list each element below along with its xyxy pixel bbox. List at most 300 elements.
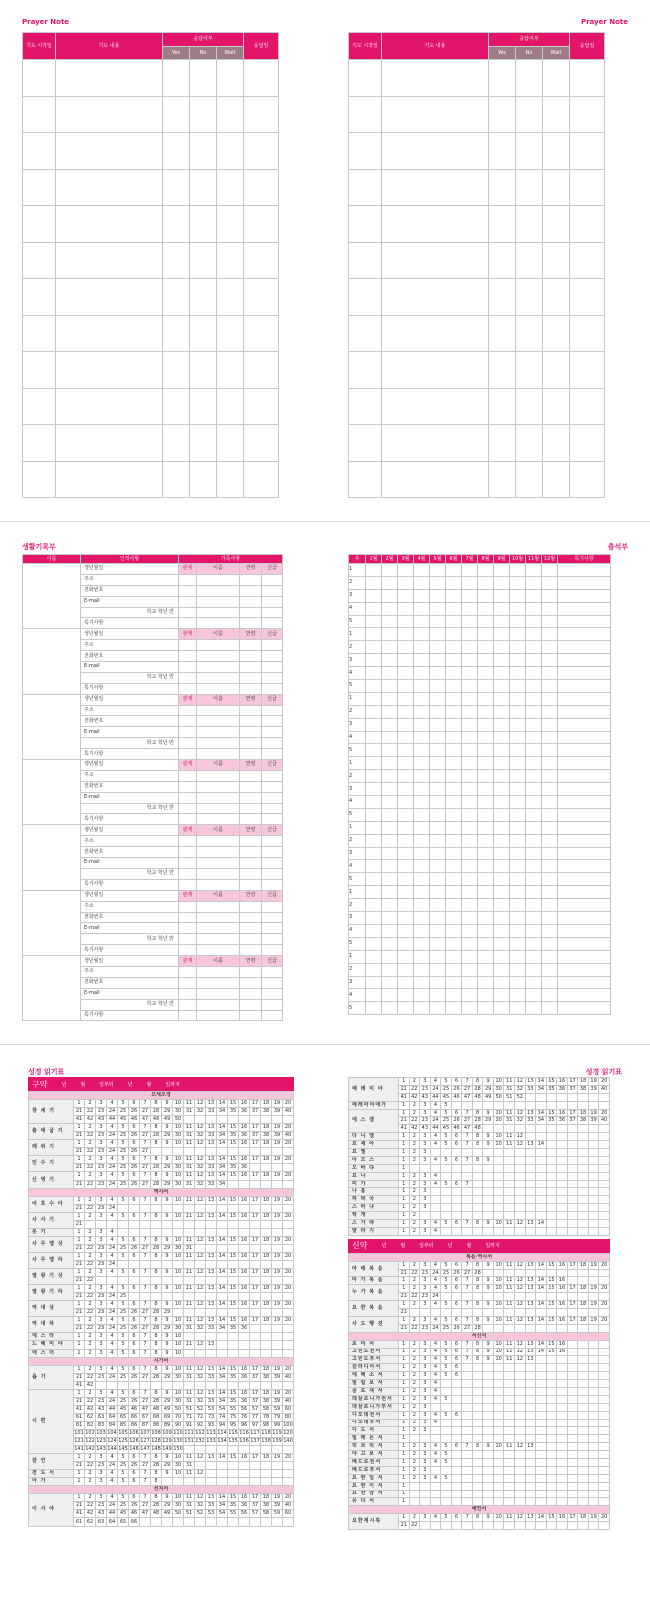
chapter-cell <box>515 1204 526 1212</box>
attendance-cell <box>446 1002 462 1015</box>
chapter-cell <box>536 1204 547 1212</box>
chapter-cell: 35 <box>228 1164 239 1172</box>
chapter-cell: 41 <box>399 1125 410 1133</box>
chapter-cell: 18 <box>578 1078 589 1086</box>
prayer-entry-cell <box>163 352 190 389</box>
attendance-cell <box>414 770 430 783</box>
week-number: 1 <box>349 757 366 770</box>
chapter-cell: 10 <box>173 1333 184 1341</box>
chapter-cell: 125 <box>118 1438 128 1445</box>
prayer-entry-row <box>349 315 605 352</box>
attendance-cell <box>494 808 510 821</box>
chapter-cell: 18 <box>578 1316 589 1324</box>
chapter-cell <box>546 1443 557 1451</box>
chapter-cell <box>451 1395 462 1403</box>
chapter-cell: 20 <box>283 1140 294 1148</box>
chapter-cell <box>250 1462 261 1470</box>
chapter-cell: 8 <box>151 1236 162 1244</box>
chapter-cell <box>588 1458 599 1466</box>
attendance-cell <box>462 873 478 886</box>
family-col-1: 이름 <box>197 760 240 771</box>
chapter-cell <box>588 1180 599 1188</box>
chapter-cell: 4 <box>430 1419 441 1427</box>
attendance-cell <box>542 808 558 821</box>
chapter-cell: 25 <box>118 1108 129 1116</box>
attendance-cell <box>382 821 398 834</box>
chapter-cell: 9 <box>483 1443 494 1451</box>
chapter-cell: 150 <box>173 1446 183 1453</box>
attendance-cell <box>542 886 558 899</box>
chapter-cell: 10 <box>173 1317 184 1325</box>
chapter-cell <box>217 1309 228 1317</box>
chapter-cell <box>451 1427 462 1435</box>
chapter-cell <box>493 1498 504 1506</box>
month-6-header: 6월 <box>446 555 462 564</box>
chapter-cell <box>515 1395 526 1403</box>
week-number: 1 <box>349 886 366 899</box>
chapter-cell: 40 <box>283 1132 294 1140</box>
chapter-cell: 1 <box>399 1261 410 1269</box>
chapter-cell <box>536 1149 547 1157</box>
prayer-entry-cell <box>190 133 217 170</box>
bible-book-row <box>349 1316 610 1324</box>
chapter-cell: 7 <box>462 1109 473 1117</box>
chapter-cell: 3 <box>96 1365 107 1373</box>
chapter-cell: 149 <box>162 1446 172 1453</box>
attendance-row <box>349 873 611 886</box>
chapter-cell: 16 <box>557 1109 568 1117</box>
chapter-cell: 1 <box>399 1443 410 1451</box>
chapter-cell: 9 <box>162 1317 173 1325</box>
bible-book-row <box>349 1133 610 1141</box>
chapter-cell: 33 <box>206 1180 217 1188</box>
chapter-cell: 4 <box>430 1340 441 1348</box>
attendance-cell <box>558 615 611 628</box>
chapter-cell <box>441 1419 452 1427</box>
chapter-cell: 28 <box>151 1462 162 1470</box>
family-col-0: 관계 <box>179 956 197 967</box>
chapter-cell <box>557 1269 568 1277</box>
chapter-cell: 18 <box>261 1317 272 1325</box>
chapter-cell <box>217 1244 228 1252</box>
chapter-cell <box>272 1446 283 1454</box>
chapter-cell: 1 <box>399 1078 410 1086</box>
chapter-cell: 57 <box>250 1510 261 1518</box>
chapter-cell: 6 <box>451 1277 462 1285</box>
chapter-cell: 5 <box>118 1124 129 1132</box>
chapter-cell <box>283 1462 294 1470</box>
chapter-cell: 16 <box>557 1514 568 1522</box>
chapter-cell <box>483 1458 494 1466</box>
chapter-cell <box>493 1458 504 1466</box>
chapter-cell <box>557 1125 568 1133</box>
chapter-cell: 31 <box>184 1397 195 1405</box>
chapter-cell: 2 <box>409 1172 420 1180</box>
chapter-cell: 70 <box>173 1413 184 1421</box>
chapter-cell: 2 <box>85 1317 96 1325</box>
chapter-cell <box>525 1490 536 1498</box>
chapter-cell <box>430 1164 441 1172</box>
chapter-cell <box>462 1411 473 1419</box>
personal-field: E-mail <box>81 923 179 934</box>
family-cell <box>179 923 197 934</box>
chapter-cell: 16 <box>239 1172 250 1180</box>
chapter-cell <box>462 1172 473 1180</box>
chapter-cell: 9 <box>162 1156 173 1164</box>
personal-field: 전화번호 <box>81 912 179 923</box>
attendance-cell <box>510 912 526 925</box>
chapter-cell <box>420 1435 431 1443</box>
attendance-cell <box>510 860 526 873</box>
attendance-cell <box>478 937 494 950</box>
chapter-cell: 3 <box>420 1387 431 1395</box>
chapter-cell: 4 <box>430 1380 441 1388</box>
chapter-cell: 59 <box>272 1510 283 1518</box>
chapter-cell: 31 <box>184 1180 195 1188</box>
chapter-cell: 22 <box>409 1117 420 1125</box>
chapter-cell: 4 <box>430 1180 441 1188</box>
chapter-cell <box>493 1380 504 1388</box>
chapter-cell <box>599 1435 610 1443</box>
chapter-cell: 24 <box>107 1148 118 1156</box>
attendance-cell <box>494 705 510 718</box>
month-9-header: 9월 <box>494 555 510 564</box>
chapter-cell: 10 <box>493 1514 504 1522</box>
family-cell <box>262 792 283 803</box>
chapter-cell: 11 <box>504 1078 515 1086</box>
attendance-cell <box>510 937 526 950</box>
chapter-cell: 13 <box>206 1341 217 1349</box>
chapter-cell: 13 <box>525 1078 536 1086</box>
bible-section-title: 선지서 <box>29 1486 294 1494</box>
bible-book-row <box>349 1285 610 1293</box>
chapter-cell: 3 <box>420 1204 431 1212</box>
week-number: 4 <box>349 667 366 680</box>
attendance-cell <box>446 937 462 950</box>
attendance-cell <box>558 718 611 731</box>
prayer-entry-row <box>23 242 279 279</box>
bible-book-row <box>29 1478 294 1486</box>
chapter-cell <box>515 1411 526 1419</box>
attendance-cell <box>462 692 478 705</box>
prayer-entry-cell <box>516 425 543 462</box>
prayer-entry-cell <box>190 279 217 316</box>
attendance-cell <box>462 886 478 899</box>
chapter-cell: 43 <box>420 1093 431 1101</box>
chapter-cell <box>578 1380 589 1388</box>
chapter-cell: 13 <box>206 1317 217 1325</box>
attendance-cell <box>382 808 398 821</box>
chapter-cell <box>184 1220 195 1228</box>
chapter-cell <box>546 1196 557 1204</box>
chapter-cell <box>493 1309 504 1317</box>
chapter-cell <box>536 1093 547 1101</box>
chapter-cell <box>206 1204 217 1212</box>
chapter-cell <box>472 1419 483 1427</box>
chapter-cell <box>250 1333 261 1341</box>
chapter-cell <box>588 1372 599 1380</box>
chapter-cell <box>493 1490 504 1498</box>
chapter-cell <box>578 1356 589 1364</box>
chapter-cell <box>599 1204 610 1212</box>
chapter-cell <box>472 1451 483 1459</box>
chapter-cell: 4 <box>107 1212 118 1220</box>
chapter-cell: 30 <box>173 1462 184 1470</box>
prayer-entry-cell <box>349 242 382 279</box>
chapter-cell: 115 <box>228 1429 238 1436</box>
prayer-entry-row <box>23 461 279 498</box>
chapter-cell <box>504 1411 515 1419</box>
attendance-cell <box>398 821 414 834</box>
chapter-cell: 20 <box>283 1212 294 1220</box>
attendance-cell <box>542 680 558 693</box>
family-cell <box>262 585 283 596</box>
chapter-cell <box>536 1387 547 1395</box>
prayer-entry-cell <box>163 133 190 170</box>
family-cell <box>240 770 262 781</box>
attendance-cell <box>446 564 462 577</box>
chapter-cell: 12 <box>195 1285 206 1293</box>
school-cell: 학교 학년 반 <box>81 803 179 814</box>
bible-book-name: 사 무 엘 하 <box>29 1252 74 1268</box>
chapter-cell <box>483 1435 494 1443</box>
chapter-cell: 36 <box>239 1373 250 1381</box>
prayer-entry-cell <box>217 388 244 425</box>
chapter-cell: 27 <box>140 1180 151 1188</box>
chapter-cell <box>557 1141 568 1149</box>
attendance-cell <box>382 615 398 628</box>
chapter-cell <box>217 1116 228 1124</box>
chapter-cell: 89 <box>162 1421 173 1429</box>
chapter-cell: 2 <box>409 1411 420 1419</box>
chapter-cell <box>272 1228 283 1236</box>
family-cell <box>197 738 240 749</box>
chapter-cell: 2 <box>85 1389 96 1397</box>
prayer-entry-cell <box>23 425 56 462</box>
chapter-cell: 1 <box>399 1164 410 1172</box>
date-field: 년 <box>381 1243 387 1250</box>
chapter-cell: 8 <box>151 1365 162 1373</box>
chapter-cell: 39 <box>272 1132 283 1140</box>
prayer-entry-cell <box>382 315 489 352</box>
chapter-cell <box>567 1277 578 1285</box>
chapter-cell: 1 <box>74 1389 85 1397</box>
chapter-cell: 3 <box>96 1494 107 1502</box>
chapter-cell: 3 <box>420 1348 431 1356</box>
chapter-cell: 34 <box>217 1502 228 1510</box>
chapter-cell <box>599 1277 610 1285</box>
attendance-cell <box>478 718 494 731</box>
chapter-cell <box>557 1387 568 1395</box>
chapter-cell <box>599 1093 610 1101</box>
attendance-cell <box>398 899 414 912</box>
chapter-cell: 8 <box>472 1514 483 1522</box>
prayer-entry-cell <box>163 169 190 206</box>
chapter-cell: 5 <box>118 1172 129 1180</box>
family-col-2: 연령 <box>240 694 262 705</box>
chapter-cell <box>483 1149 494 1157</box>
attendance-cell <box>366 718 382 731</box>
chapter-cell: 6 <box>451 1364 462 1372</box>
chapter-cell: 4 <box>430 1372 441 1380</box>
chapter-cell <box>483 1293 494 1301</box>
chapter-cell: 5 <box>441 1364 452 1372</box>
attendance-row <box>349 783 611 796</box>
chapter-cell: 6 <box>129 1285 140 1293</box>
chapter-cell: 20 <box>283 1100 294 1108</box>
chapter-cell <box>409 1164 420 1172</box>
chapter-cell <box>250 1470 261 1478</box>
chapter-cell <box>228 1180 239 1188</box>
attendance-cell <box>382 937 398 950</box>
attendance-cell <box>366 615 382 628</box>
attendance-cell <box>542 937 558 950</box>
chapter-cell: 19 <box>588 1109 599 1117</box>
family-cell <box>262 770 283 781</box>
chapter-cell: 37 <box>250 1397 261 1405</box>
option-no: No <box>190 47 217 60</box>
chapter-cell: 46 <box>451 1093 462 1101</box>
bible-book-row <box>349 1188 610 1196</box>
chapter-cell: 30 <box>173 1132 184 1140</box>
chapter-cell: 10 <box>173 1365 184 1373</box>
chapter-cell <box>261 1116 272 1124</box>
chapter-cell <box>272 1325 283 1333</box>
chapter-cell: 12 <box>515 1133 526 1141</box>
chapter-cell: 26 <box>129 1502 140 1510</box>
chapter-cell <box>536 1172 547 1180</box>
attendance-cell <box>558 808 611 821</box>
chapter-cell: 10 <box>173 1156 184 1164</box>
family-cell <box>240 651 262 662</box>
prayer-entry-cell <box>516 60 543 97</box>
attendance-cell <box>478 654 494 667</box>
chapter-cell <box>515 1419 526 1427</box>
chapter-cell: 4 <box>430 1458 441 1466</box>
chapter-cell: 5 <box>441 1451 452 1459</box>
chapter-cell <box>162 1293 173 1301</box>
chapter-cell: 12 <box>515 1109 526 1117</box>
chapter-cell <box>599 1490 610 1498</box>
chapter-cell <box>515 1403 526 1411</box>
chapter-cell: 1 <box>399 1133 410 1141</box>
chapter-cell: 4 <box>107 1333 118 1341</box>
chapter-cell: 9 <box>483 1356 494 1364</box>
chapter-cell: 34 <box>217 1164 228 1172</box>
chapter-cell <box>525 1324 536 1332</box>
prayer-entry-cell <box>516 242 543 279</box>
chapter-cell <box>272 1470 283 1478</box>
chapter-cell: 111 <box>184 1429 194 1436</box>
chapter-cell <box>578 1443 589 1451</box>
chapter-cell <box>567 1348 578 1356</box>
attendance-cell <box>366 641 382 654</box>
chapter-cell <box>504 1474 515 1482</box>
attendance-row <box>349 757 611 770</box>
attendance-cell <box>462 757 478 770</box>
chapter-cell <box>515 1364 526 1372</box>
attendance-cell <box>510 886 526 899</box>
chapter-cell: 4 <box>430 1364 441 1372</box>
chapter-cell: 15 <box>546 1261 557 1269</box>
chapter-cell: 7 <box>140 1212 151 1220</box>
family-table <box>22 554 283 1021</box>
week-number: 5 <box>349 937 366 950</box>
chapter-cell <box>546 1172 557 1180</box>
prayer-entry-cell <box>516 461 543 498</box>
chapter-cell: 4 <box>430 1474 441 1482</box>
chapter-cell <box>599 1180 610 1188</box>
attendance-cell <box>382 963 398 976</box>
chapter-cell <box>483 1522 494 1530</box>
chapter-cell <box>493 1269 504 1277</box>
attendance-cell <box>494 963 510 976</box>
family-cell <box>179 988 197 999</box>
chapter-cell <box>525 1293 536 1301</box>
chapter-cell <box>239 1341 250 1349</box>
chapter-cell: 3 <box>96 1236 107 1244</box>
chapter-cell: 25 <box>118 1397 129 1405</box>
chapter-cell: 11 <box>184 1236 195 1244</box>
chapter-cell: 27 <box>140 1164 151 1172</box>
chapter-cell: 3 <box>420 1149 431 1157</box>
chapter-cell <box>118 1277 129 1285</box>
bible-book-name: 사 도 행 전 <box>349 1316 399 1332</box>
attendance-cell <box>462 744 478 757</box>
chapter-cell: 4 <box>430 1411 441 1419</box>
attendance-cell <box>446 667 462 680</box>
week-header: 주 <box>349 555 366 564</box>
chapter-cell: 28 <box>151 1164 162 1172</box>
chapter-cell: 1 <box>74 1285 85 1293</box>
chapter-cell <box>283 1220 294 1228</box>
chapter-cell: 11 <box>184 1212 195 1220</box>
bible-book-name: 아 가 <box>29 1478 74 1486</box>
personal-field: 특기사항 <box>81 618 179 629</box>
chapter-cell: 14 <box>536 1109 547 1117</box>
chapter-cell <box>536 1364 547 1372</box>
chapter-cell <box>515 1149 526 1157</box>
chapter-cell <box>515 1427 526 1435</box>
chapter-cell: 20 <box>283 1156 294 1164</box>
chapter-cell <box>588 1196 599 1204</box>
chapter-cell: 2 <box>409 1156 420 1164</box>
chapter-cell <box>588 1172 599 1180</box>
chapter-cell: 88 <box>151 1421 162 1429</box>
chapter-cell: 34 <box>217 1180 228 1188</box>
chapter-cell: 35 <box>546 1085 557 1093</box>
chapter-cell <box>250 1518 261 1526</box>
chapter-cell: 3 <box>96 1252 107 1260</box>
attendance-cell <box>494 731 510 744</box>
chapter-cell <box>441 1387 452 1395</box>
attendance-cell <box>382 654 398 667</box>
prayer-entry-cell <box>349 388 382 425</box>
chapter-cell: 4 <box>107 1100 118 1108</box>
chapter-cell: 5 <box>118 1196 129 1204</box>
attendance-cell <box>478 576 494 589</box>
attendance-cell <box>478 886 494 899</box>
attendance-cell <box>494 744 510 757</box>
chapter-cell: 22 <box>85 1180 96 1188</box>
bible-book-row <box>29 1285 294 1293</box>
chapter-cell: 21 <box>74 1309 85 1317</box>
chapter-cell: 20 <box>283 1196 294 1204</box>
chapter-cell: 3 <box>420 1301 431 1309</box>
date-field: 일까지 <box>165 1081 180 1088</box>
family-cell <box>262 683 283 694</box>
chapter-cell: 36 <box>239 1502 250 1510</box>
